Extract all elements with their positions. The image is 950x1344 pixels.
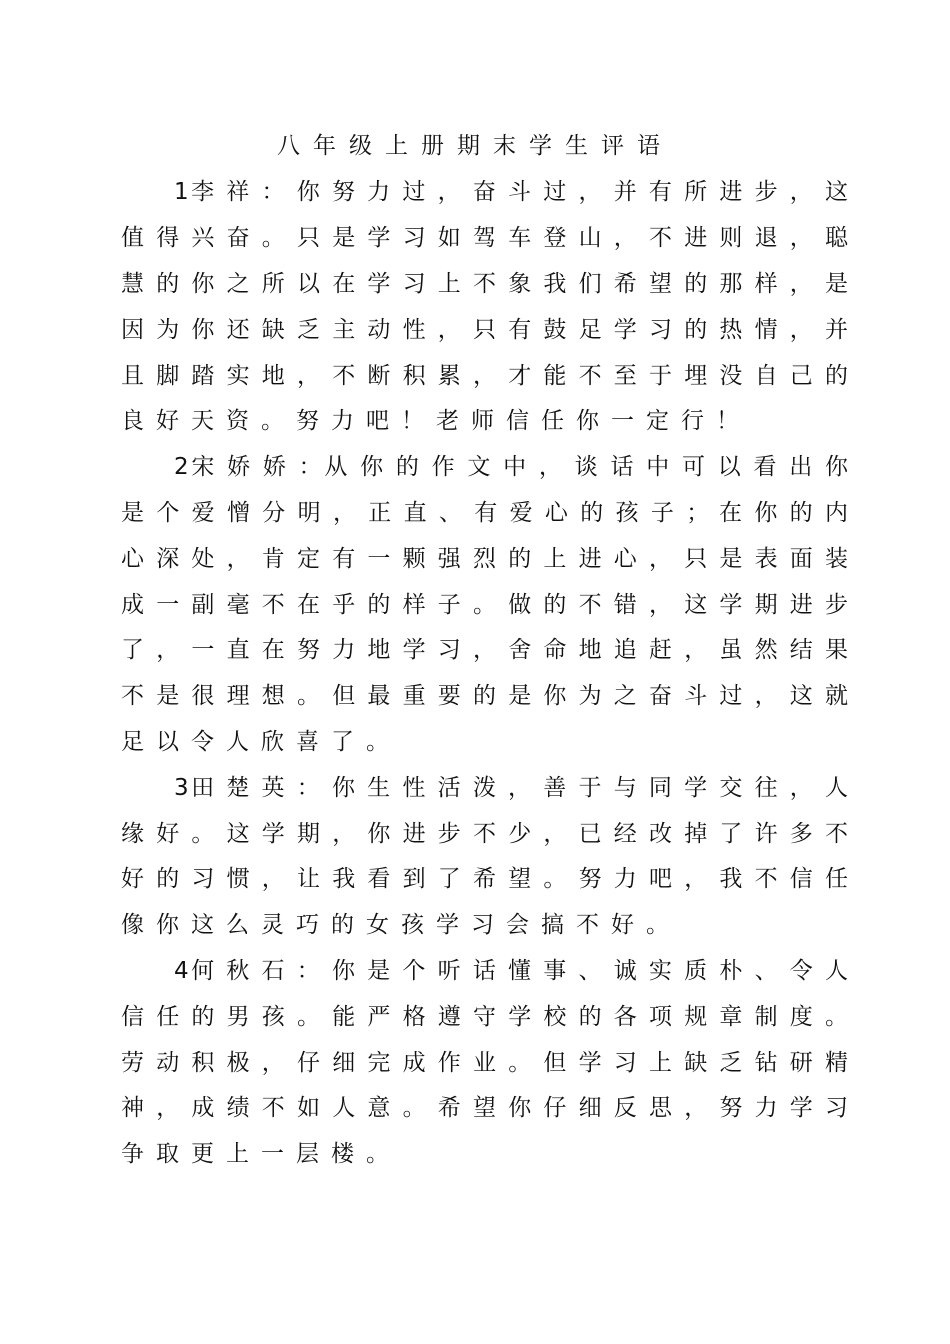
comment-2-line-5: 了 ， 一 直 在 努 力 地 学 习 ， 舍 命 地 追 赶 ， 虽 然 结 果 [121, 637, 848, 663]
comment-2-line-2: 是 个 爱 憎 分 明 ， 正 直 、 有 爱 心 的 孩 子 ； 在 你 的 内 [121, 500, 848, 526]
comment-4-line-5: 争取更上一层楼。 [121, 1141, 401, 1167]
comment-1-line-5: 且 脚 踏 实 地 ， 不 断 积 累 ， 才 能 不 至 于 埋 没 自 己 的 [121, 363, 848, 389]
comment-2-line-4: 成 一 副 毫 不 在 乎 的 样 子 。 做 的 不 错 ， 这 学 期 进 步 [121, 592, 848, 618]
comment-4-line-4: 神 ， 成 绩 不 如 人 意 。 希 望 你 仔 细 反 思 ， 努 力 学 习 [121, 1095, 848, 1121]
comment-2-line-7: 足以令人欣喜了。 [121, 729, 401, 755]
comment-3-line-4: 像你这么灵巧的女孩学习会搞不好。 [121, 912, 681, 938]
document-title: 八年级上册期末学生评语 [277, 133, 673, 159]
comment-2-line-3: 心 深 处 ， 肯 定 有 一 颗 强 烈 的 上 进 心 ， 只 是 表 面 装 [121, 546, 848, 572]
comment-4-line-3: 劳 动 积 极 ， 仔 细 完 成 作 业 。 但 学 习 上 缺 乏 钻 研 精 [121, 1050, 848, 1076]
comment-1-line-4: 因 为 你 还 缺 乏 主 动 性 ， 只 有 鼓 足 学 习 的 热 情 ， 并 [121, 317, 848, 343]
comment-1-line-6: 良好天资。努力吧！老师信任你一定行！ [121, 408, 751, 434]
comment-3-line-2: 缘 好 。 这 学 期 ， 你 进 步 不 少 ， 已 经 改 掉 了 许 多 不 [121, 821, 848, 847]
comment-3-line-1: 3田 楚 英 ： 你 生 性 活 泼 ， 善 于 与 同 学 交 往 ， 人 [174, 775, 848, 801]
comment-1-line-3: 慧 的 你 之 所 以 在 学 习 上 不 象 我 们 希 望 的 那 样 ， 是 [121, 271, 848, 297]
comment-4-line-1: 4何 秋 石 ： 你 是 个 听 话 懂 事 、 诚 实 质 朴 、 令 人 [174, 958, 848, 984]
comment-2-line-6: 不 是 很 理 想 。 但 最 重 要 的 是 你 为 之 奋 斗 过 ， 这 就 [121, 683, 848, 709]
comment-1-line-2: 值 得 兴 奋 。 只 是 学 习 如 驾 车 登 山 ， 不 进 则 退 ， 聪 [121, 225, 848, 251]
comment-4-line-2: 信 任 的 男 孩 。 能 严 格 遵 守 学 校 的 各 项 规 章 制 度 。 [121, 1004, 848, 1030]
comment-1-line-1: 1李 祥 ： 你 努 力 过 ， 奋 斗 过 ， 并 有 所 进 步 ， 这 [174, 179, 848, 205]
comment-3-line-3: 好 的 习 惯 ， 让 我 看 到 了 希 望 。 努 力 吧 ， 我 不 信 任 [121, 866, 848, 892]
comment-2-line-1: 2宋 娇 娇 ：从 你 的 作 文 中 ， 谈 话 中 可 以 看 出 你 [174, 454, 848, 480]
